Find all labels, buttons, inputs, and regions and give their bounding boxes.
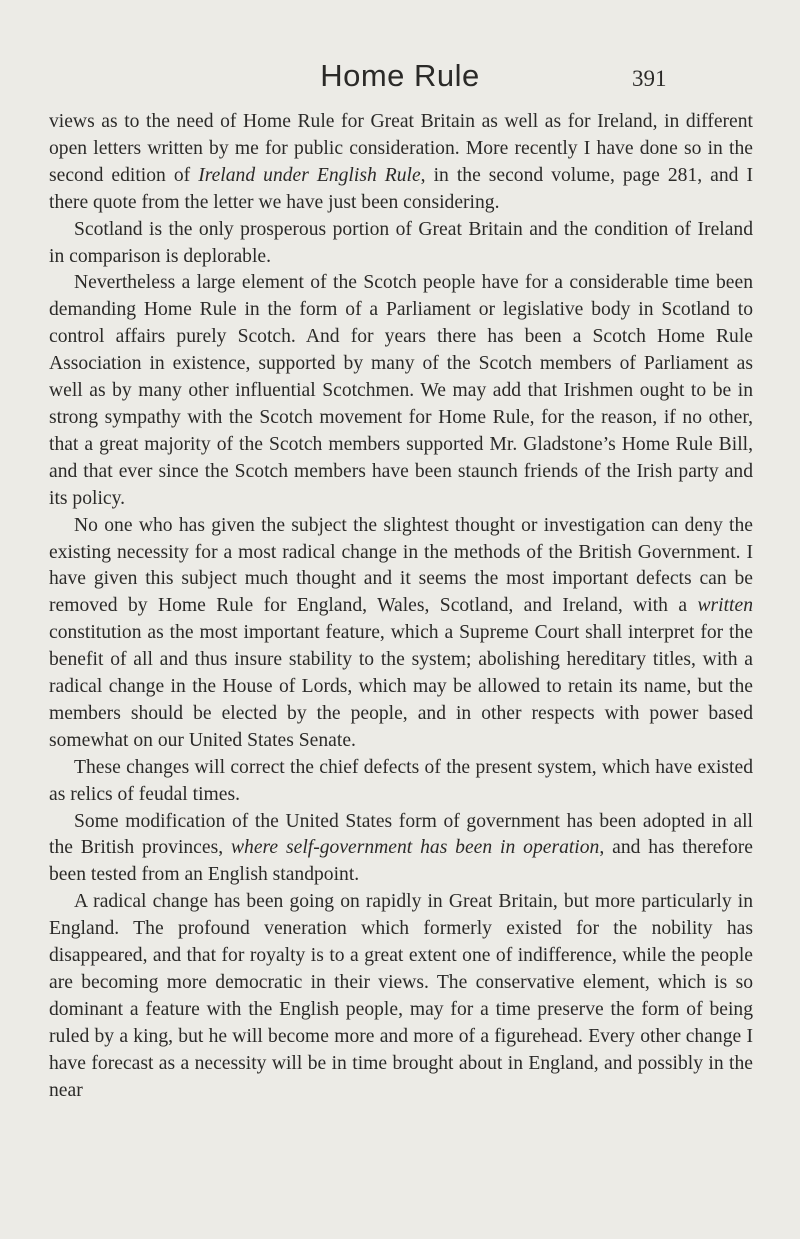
text-span: constitution as the most important feature, which a Supreme Court shall interpret for the benefit of all and thus insure stability to the system; abolishing hereditary titles, with a radical change in the House of Lords, which may be allowed to retain its name, but the members should be elected by the people, and in other respects with power based somewhat on our United States Senate. [49, 622, 753, 751]
text-span: , and has therefore been tested from an English standpoint. [49, 837, 753, 886]
running-head [0, 58, 800, 98]
running-title: Home Rule [320, 58, 480, 93]
page-number: 391 [632, 66, 667, 91]
text-span: No one who has given the subject the slightest thought or investigation can deny the existing necessity for a most radical change in the methods of the British Government. I have given this subject much thought and it seems the most important defects can be removed by Home Rule for England, Wales, Scotland, and Ireland, with a [49, 514, 753, 617]
paragraph [49, 889, 753, 1104]
paragraph [49, 755, 753, 809]
text-span: Nevertheless a large element of the Scotch people have for a considerable time been demanding Home Rule in the form of a Parliament or legislative body in Scotland to control affairs purely Scotch. And for years there has been a Scotch Home Rule Association in existence, supported by many of the Scotch members of Parliament as well as by many other influential Scotchmen. We may add that Irishmen ought to be in strong sympathy with the Scotch movement for Home Rule, for the reason, if no other, that a great majority of the Scotch members supported Mr. Gladstone’s Home Rule Bill, and that ever since the Scotch members have been staunch friends of the Irish party and its policy. [49, 272, 753, 509]
text-span: Some modification of the United States form of government has been adopted in all the British provinces, [49, 810, 753, 859]
paragraph [49, 270, 753, 512]
body-text [49, 109, 753, 1105]
text-span: views as to the need of Home Rule for Great Britain as well as for Ireland, in different open letters written by me for public consideration. More recently I have done so in the second edition of [49, 111, 753, 186]
book-title-italic: Ireland under English Rule [198, 164, 421, 186]
paragraph [49, 513, 753, 755]
text-span: These changes will correct the chief defects of the present system, which have existed as relics of feudal times. [49, 756, 753, 805]
paragraph [49, 109, 753, 217]
emphasis-italic: where self-government has been in operation [230, 837, 600, 859]
text-span: A radical change has been going on rapidly in Great Britain, but more particularly in England. The profound veneration which formerly existed for the nobility has disappeared, and that for royalty is to a great extent one of indifference, while the people are becoming more democratic in their views. The conservative element, which is so dominant a feature with the English people, may for a time preserve the form of being ruled by a king, but he will become more and more of a figurehead. Every other change I have forecast as a necessity will be in time brought about in England, and possibly in the near [49, 891, 753, 1101]
emphasis-italic: written [697, 595, 753, 617]
text-span: Scotland is the only prosperous portion of Great Britain and the condition of Ireland in comparison is deplorable. [49, 218, 753, 267]
paragraph [49, 809, 753, 890]
text-span: , in the second volume, page 281, and I there quote from the letter we have just been considering. [49, 164, 753, 213]
paragraph [49, 217, 753, 271]
